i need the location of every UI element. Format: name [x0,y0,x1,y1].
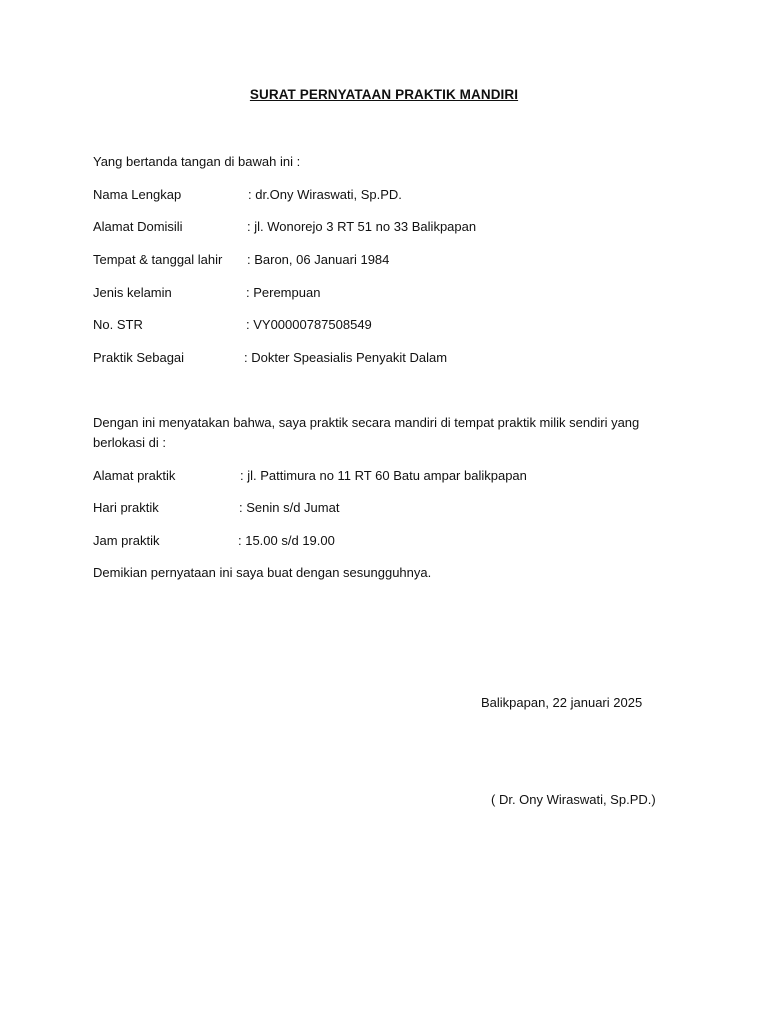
field-value: : 15.00 s/d 19.00 [238,533,335,548]
closing-line: Demikian pernyataan ini saya buat dengan sesungguhnya. [93,565,432,580]
field-label: Tempat & tanggal lahir [93,252,223,267]
field-label: Jam praktik [93,533,160,548]
field-value: : Senin s/d Jumat [239,500,340,515]
intro-line: Yang bertanda tangan di bawah ini : [93,154,301,169]
field-value: : Baron, 06 Januari 1984 [247,252,390,267]
place-date: Balikpapan, 22 januari 2025 [481,695,643,710]
field-label: Alamat praktik [93,468,176,483]
field-value: : jl. Wonorejo 3 RT 51 no 33 Balikpapan [247,219,477,234]
document-title: SURAT PERNYATAAN PRAKTIK MANDIRI [249,87,519,102]
field-label: No. STR [93,317,143,332]
field-value: : jl. Pattimura no 11 RT 60 Batu ampar balikpapan [240,468,527,483]
statement-paragraph: Dengan ini menyatakan bahwa, saya praktik secara mandiri di tempat praktik milik sendiri yang berlokasi di : [93,415,640,450]
field-label: Hari praktik [93,500,159,515]
signature-name: ( Dr. Ony Wiraswati, Sp.PD.) [491,792,656,807]
field-value: : dr.Ony Wiraswati, Sp.PD. [248,187,402,202]
field-label: Praktik Sebagai [93,350,185,365]
field-label: Nama Lengkap [93,187,182,202]
field-value: : Perempuan [246,285,321,300]
field-value: : VY00000787508549 [246,317,372,332]
field-label: Alamat Domisili [93,219,183,234]
field-label: Jenis kelamin [93,285,172,300]
field-value: : Dokter Speasialis Penyakit Dalam [244,350,448,365]
